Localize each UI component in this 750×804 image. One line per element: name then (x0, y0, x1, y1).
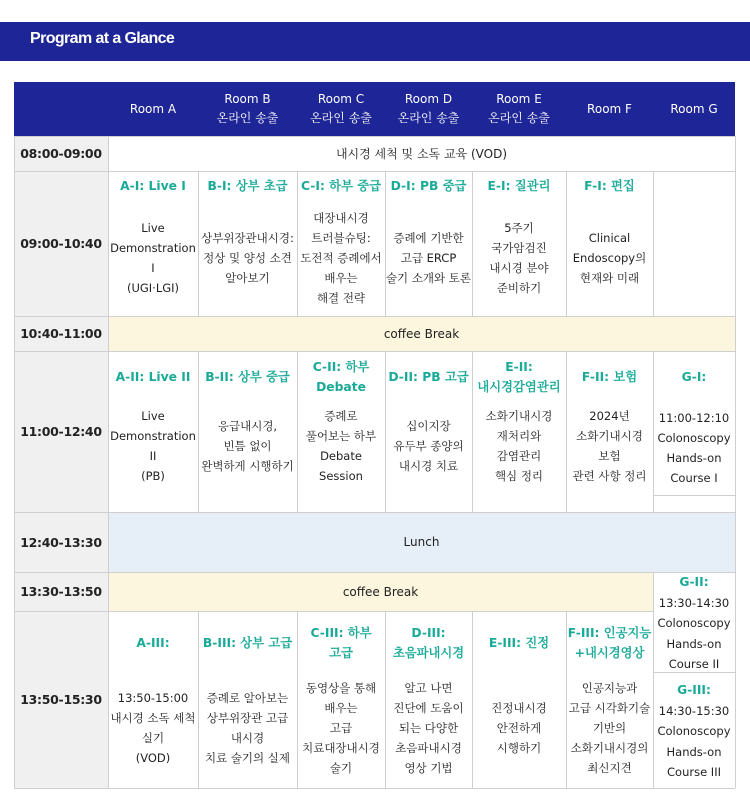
time-slot: 13:50-15:30 (14, 611, 108, 788)
page-title: Program at a Glance (30, 30, 175, 47)
session-title-line: D-I: PB 중급 (390, 179, 467, 193)
session-description-line: 정상 및 양성 소견 (203, 251, 292, 265)
session-cell[interactable] (472, 611, 566, 788)
session-title-line: F-I: 편집 (584, 179, 635, 193)
session-title-line: 고급 (329, 646, 353, 660)
room-header-f (566, 82, 653, 136)
session-description-line: 소화기내시경의 (570, 741, 649, 755)
session-description (472, 218, 566, 298)
session-description-line: (PB) (141, 469, 165, 483)
session-title-line: F-III: 인공지능 (567, 626, 652, 640)
session-description-line: Course I (670, 471, 718, 485)
session-title-line: E-III: 진정 (488, 636, 550, 650)
time-slot: 10:40-11:00 (14, 316, 108, 351)
session-description-line: Live (141, 221, 165, 235)
session-description-line: 십이지장 (406, 419, 451, 433)
grid-line (14, 611, 653, 612)
session-description-line: Demonstration (110, 241, 196, 255)
session-description-line: 완벽하게 시행하기 (201, 459, 294, 473)
session-description (108, 688, 198, 768)
room-sub: 온라인 송출 (310, 111, 372, 125)
session-title-line: +내시경영상 (574, 646, 645, 660)
session-description-line: 빈틈 없이 (223, 439, 272, 453)
session-title (108, 367, 198, 387)
grid-line (198, 611, 199, 788)
session-description-line: 증례로 알아보는 (206, 691, 289, 705)
session-description (198, 688, 297, 768)
grid-line (653, 572, 654, 788)
room-sub: 온라인 송출 (488, 111, 550, 125)
session-title-line: G-I: (681, 370, 707, 384)
session-description-line: 2024년 (589, 409, 630, 423)
session-description-line: 소화기내시경 (576, 429, 643, 443)
grid-line (297, 611, 298, 788)
session-cell[interactable] (472, 171, 566, 316)
room-header-c (297, 82, 385, 136)
session-description-line: II (149, 449, 157, 463)
grid-line (14, 788, 735, 789)
session-description-line: 11:00-12:10 (658, 411, 730, 425)
session-title-line: 초음파내시경 (392, 646, 465, 660)
session-description-line: 보험 (598, 449, 621, 463)
session-title (297, 176, 385, 196)
session-description-line: Hands-on (666, 636, 722, 651)
session-description (297, 406, 385, 486)
session-description-line: 치료대장내시경 (302, 741, 380, 755)
time-slot: 12:40-13:30 (14, 512, 108, 572)
grid-line (14, 316, 735, 317)
room-header-g (653, 82, 735, 136)
session-description-line: 현재와 미래 (579, 271, 640, 285)
session-title-line: B-III: 상부 고급 (202, 636, 293, 650)
session-description (653, 408, 735, 488)
session-cell[interactable] (472, 351, 566, 512)
session-title-line: B-I: 상부 초급 (207, 179, 288, 193)
session-description-line: 재처리와 (496, 429, 542, 443)
session-description-line: 알아보기 (225, 271, 270, 285)
session-description-line: 되는 다양한 (398, 721, 459, 735)
session-description-line: Course II (668, 657, 720, 671)
grid-line (14, 512, 735, 513)
session-description-line: I (151, 261, 155, 275)
session-description-line: 초음파내시경 (395, 741, 462, 755)
grid-line (297, 351, 298, 512)
session-description-line: 내시경 (230, 731, 265, 745)
session-title (297, 623, 385, 663)
time-slot: 13:30-13:50 (14, 572, 108, 611)
grid-line (653, 672, 735, 673)
room-name: Room A (129, 101, 177, 116)
session-cell[interactable] (385, 351, 472, 512)
session-description-line: 감염관리 (496, 449, 542, 463)
session-cell[interactable] (385, 171, 472, 316)
grid-line (14, 351, 735, 352)
session-description-line: 상부위장관내시경: (201, 231, 294, 245)
grid-line (472, 351, 473, 512)
session-description-line: 준비하기 (496, 281, 542, 295)
session-title-line: E-II: (505, 360, 533, 374)
grid-line (566, 611, 567, 788)
grid-line (297, 171, 298, 316)
time-slot: 08:00-09:00 (14, 136, 108, 171)
session-description-line: Colonoscopy (657, 616, 731, 630)
grid-line (108, 136, 109, 788)
time-slot: 11:00-12:40 (14, 351, 108, 512)
session-description-line: 배우는 (324, 271, 358, 285)
session-cell[interactable] (108, 611, 198, 788)
session-cell[interactable] (108, 351, 198, 512)
room-name: Room D (404, 92, 453, 106)
session-cell[interactable] (297, 611, 385, 788)
session-description-line: 술기 소개와 토론 (385, 271, 472, 285)
session-description-line: 배우는 (324, 701, 358, 715)
session-description-line: 5주기 (504, 221, 534, 235)
session-description-line: Endoscopy의 (572, 251, 647, 265)
session-description-line: 내시경 치료 (398, 459, 459, 473)
grid-line (735, 136, 736, 788)
session-description-line: 국가암검진 (491, 241, 547, 255)
session-title (385, 176, 472, 196)
session-cell[interactable] (108, 171, 198, 316)
session-description-line: 영상 기법 (404, 761, 453, 775)
session-description-line: 풀어보는 하부 (305, 429, 377, 443)
session-title (472, 176, 566, 196)
session-description-line: Session (319, 469, 363, 483)
grid-line (653, 171, 654, 316)
session-cell[interactable] (297, 171, 385, 316)
coffee-break-row: coffee Break (108, 316, 735, 351)
session-title-line: E-I: 질관리 (487, 179, 551, 193)
session-cell[interactable] (198, 611, 297, 788)
session-title (198, 176, 297, 196)
session-title-line: F-II: 보험 (581, 370, 638, 384)
grid-line (14, 136, 15, 788)
session-description-line: 안전하게 (496, 721, 542, 735)
lunch-row: Lunch (108, 512, 735, 572)
session-description-line: 실기 (141, 731, 165, 745)
session-description-line: 핵심 정리 (494, 469, 544, 483)
room-header-d (385, 82, 472, 136)
room-g-hands-on[interactable] (653, 572, 735, 788)
session-description-line: 시행하기 (496, 741, 542, 755)
session-description-line: Hands-on (666, 451, 722, 465)
session-description-line: 도전적 증례에서 (300, 251, 382, 265)
grid-line (14, 136, 735, 137)
session-description-line: 술기 (329, 761, 353, 775)
session-title (472, 357, 566, 397)
session-description-line: 내시경 소독 세척 (110, 711, 196, 725)
session-cell[interactable] (198, 351, 297, 512)
session-description (297, 678, 385, 778)
session-title-line: Debate (316, 380, 366, 394)
session-description-line: 동영상을 통해 (305, 681, 377, 695)
session-title (385, 623, 472, 663)
session-description-line: 14:30-15:30 (658, 703, 730, 718)
session-title (653, 367, 735, 387)
session-description-line: 관련 사항 정리 (572, 469, 647, 483)
session-description-line: Course III (667, 765, 721, 779)
session-description (472, 406, 566, 486)
session-description-line: 기반의 (592, 721, 627, 735)
session-description (297, 208, 385, 308)
session-description (385, 678, 472, 778)
session-title-line: D-II: PB 고급 (388, 370, 469, 384)
session-description-line: 13:30-14:30 (658, 595, 730, 610)
session-title-line: C-II: 하부 (312, 360, 370, 374)
hands-on-course (653, 680, 735, 783)
session-title (566, 176, 653, 196)
session-description-line: Live (141, 409, 165, 423)
grid-line (14, 171, 735, 172)
session-title (297, 357, 385, 397)
session-description-line: 최신지견 (587, 761, 632, 775)
session-title-line: 내시경감염관리 (477, 380, 561, 394)
session-title-line: C-I: 하부 중급 (301, 179, 381, 193)
coffee-break-row: coffee Break (108, 572, 653, 611)
session-description-line: 소화기내시경 (485, 409, 553, 423)
session-title-line: D-III: (411, 626, 446, 640)
session-cell[interactable] (566, 611, 653, 788)
session-title (385, 367, 472, 387)
session-description-line: Colonoscopy (657, 724, 731, 738)
session-description (385, 228, 472, 288)
room-name: Room G (670, 101, 718, 116)
session-description-line: Debate (320, 449, 362, 463)
session-description-line: (VOD) (135, 751, 171, 765)
session-cell[interactable] (297, 351, 385, 512)
session-title-line: A-III: (136, 636, 170, 650)
session-description-line: 알고 나면 (404, 681, 453, 695)
session-description-line: 고급 (329, 721, 353, 735)
session-cell[interactable] (653, 351, 735, 512)
room-header-a (108, 82, 198, 136)
session-title (198, 367, 297, 387)
session-description-line: Hands-on (666, 744, 722, 759)
session-description-line: 진정내시경 (491, 701, 547, 715)
session-cell[interactable] (385, 611, 472, 788)
session-title (108, 633, 198, 653)
session-title (566, 367, 653, 387)
session-description-line: Colonoscopy (657, 431, 731, 445)
time-slot: 09:00-10:40 (14, 171, 108, 316)
session-description-line: 응급내시경, (217, 419, 278, 433)
session-cell[interactable] (566, 171, 653, 316)
session-title: G-III: (677, 683, 711, 697)
session-description-line: 인공지능과 (581, 681, 638, 695)
session-description-line: Demonstration (110, 429, 196, 443)
session-title (108, 176, 198, 196)
session-description-line: 상부위장관 고급 (206, 711, 289, 725)
session-title-line: A-II: Live II (115, 370, 191, 384)
session-cell[interactable] (198, 171, 297, 316)
session-description-line: 13:50-15:00 (117, 691, 189, 705)
session-description-line: 고급 ERCP (400, 251, 457, 265)
hands-on-course (653, 572, 735, 675)
session-description-line: (UGI·LGI) (126, 281, 180, 295)
session-description (198, 416, 297, 476)
grid-line (14, 572, 735, 573)
session-description-line: 치료 술기의 실제 (204, 751, 291, 765)
grid-line (198, 171, 199, 316)
session-title (472, 633, 566, 653)
session-description-line: 유두부 종양의 (393, 439, 464, 453)
session-description (108, 406, 198, 486)
session-description (566, 406, 653, 486)
room-sub: 온라인 송출 (216, 111, 279, 125)
session-title-line: B-II: 상부 중급 (205, 370, 290, 384)
session-description (566, 678, 653, 778)
session-description-line: 증례로 (324, 409, 358, 423)
empty-cell (653, 171, 735, 316)
room-name: Room E (496, 92, 542, 106)
session-description (472, 698, 566, 758)
header-corner (14, 82, 108, 136)
session-title-line: A-I: Live I (120, 179, 186, 193)
grid-line (385, 611, 386, 788)
session-description (385, 416, 472, 476)
room-name: Room F (587, 101, 632, 116)
session-description-line: 진단에 도움이 (393, 701, 464, 715)
session-description-line: 해결 전략 (316, 291, 366, 305)
room-name: Room B (224, 92, 271, 106)
session-description-line: 증례에 기반한 (393, 231, 464, 245)
grid-line (653, 495, 735, 496)
session-title (566, 623, 653, 663)
room-sub: 온라인 송출 (397, 111, 460, 125)
session-cell[interactable] (566, 351, 653, 512)
room-name: Room C (317, 92, 365, 106)
session-description (198, 228, 297, 288)
page-header-bar (0, 22, 750, 61)
session-title-line: C-III: 하부 (310, 626, 372, 640)
grid-line (566, 171, 567, 316)
session-description-line: 트러블슈팅: (311, 231, 371, 245)
grid-line (198, 351, 199, 512)
room-header-e (472, 82, 566, 136)
session-description-line: Clinical (588, 231, 631, 245)
session-description (566, 228, 653, 288)
grid-line (566, 351, 567, 512)
session-description (108, 218, 198, 298)
vod-row: 내시경 세척 및 소독 교육 (VOD) (108, 136, 735, 171)
grid-line (653, 351, 654, 512)
grid-line (472, 171, 473, 316)
room-header-b (198, 82, 297, 136)
grid-line (385, 351, 386, 512)
grid-line (472, 611, 473, 788)
session-title (198, 633, 297, 653)
grid-line (385, 171, 386, 316)
session-description-line: 고급 시각화기술 (568, 701, 651, 715)
session-description-line: 대장내시경 (313, 211, 369, 225)
session-description-line: 내시경 분야 (489, 261, 549, 275)
session-title: G-II: (679, 575, 709, 589)
